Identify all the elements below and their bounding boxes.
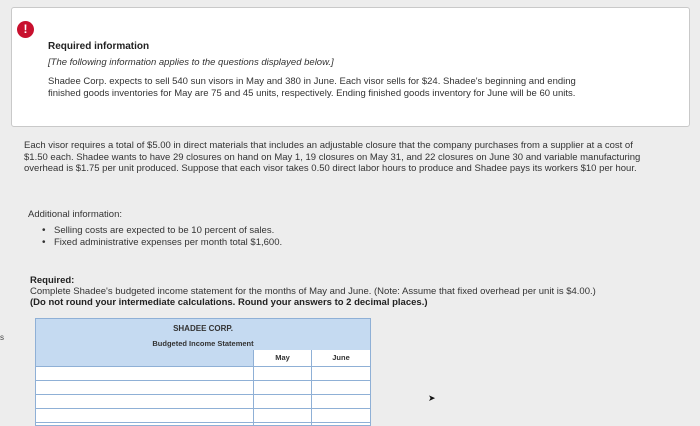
may-amount-input[interactable] [253,395,311,408]
row-label-input[interactable] [36,381,253,394]
info-subtitle: [The following information applies to the questions displayed below.] [48,57,334,68]
column-header-may: May [253,350,311,366]
info-paragraph: Shadee Corp. expects to sell 540 sun visors in May and 380 in June. Each visor sells for $24. Shadee's beginning and ending finished goods inventories for May are 75 and 45 units, respectively. Ending finished goods inventory for June will be 60 units. [48,76,576,99]
table-row [36,380,370,394]
required-information-panel [11,7,690,127]
june-amount-input[interactable] [311,409,370,422]
may-amount-input[interactable] [253,409,311,422]
side-mark: s [0,333,4,342]
list-item: • Selling costs are expected to be 10 percent of sales. [40,225,282,237]
table-row [36,408,370,422]
required-title: Required: [30,275,75,286]
budgeted-income-statement-table [35,318,371,426]
statement-name: Budgeted Income Statement [152,339,254,348]
may-amount-input[interactable] [253,381,311,394]
table-row [36,422,370,426]
row-label-input[interactable] [36,409,253,422]
company-name: SHADEE CORP. [173,324,233,333]
required-text: Complete Shadee's budgeted income statement for the months of May and June. (Note: Assume that fixed overhead per unit is $4.00.) [30,286,596,297]
table-row [36,366,370,380]
may-amount-input[interactable] [253,367,311,380]
mouse-cursor-icon: ➤ [428,393,436,403]
alert-icon: ! [17,21,34,38]
june-amount-input[interactable] [311,367,370,380]
problem-paragraph: Each visor requires a total of $5.00 in direct materials that includes an adjustable closure that the company purchases from a supplier at a cost of $1.50 each. Shadee wants to have 29 closures on hand on May 1, 19 closures on May 31, and 22 closures on June 30 and variable manufacturing overhead is $1.75 per unit produced. Suppose that each visor takes 0.50 direct labor hours to produce and Shadee pays its workers $10 per hour. [24,140,641,174]
additional-info-label: Additional information: [28,209,122,220]
required-note: (Do not round your intermediate calculations. Round your answers to 2 decimal places.) [30,297,428,308]
column-header-june: June [311,350,370,366]
table-row [36,394,370,408]
june-amount-input[interactable] [311,381,370,394]
list-item: • Fixed administrative expenses per month total $1,600. [40,237,282,249]
additional-info-list [40,225,282,249]
june-amount-input[interactable] [311,395,370,408]
info-title: Required information [48,41,150,52]
row-label-input[interactable] [36,395,253,408]
row-label-input[interactable] [36,367,253,380]
